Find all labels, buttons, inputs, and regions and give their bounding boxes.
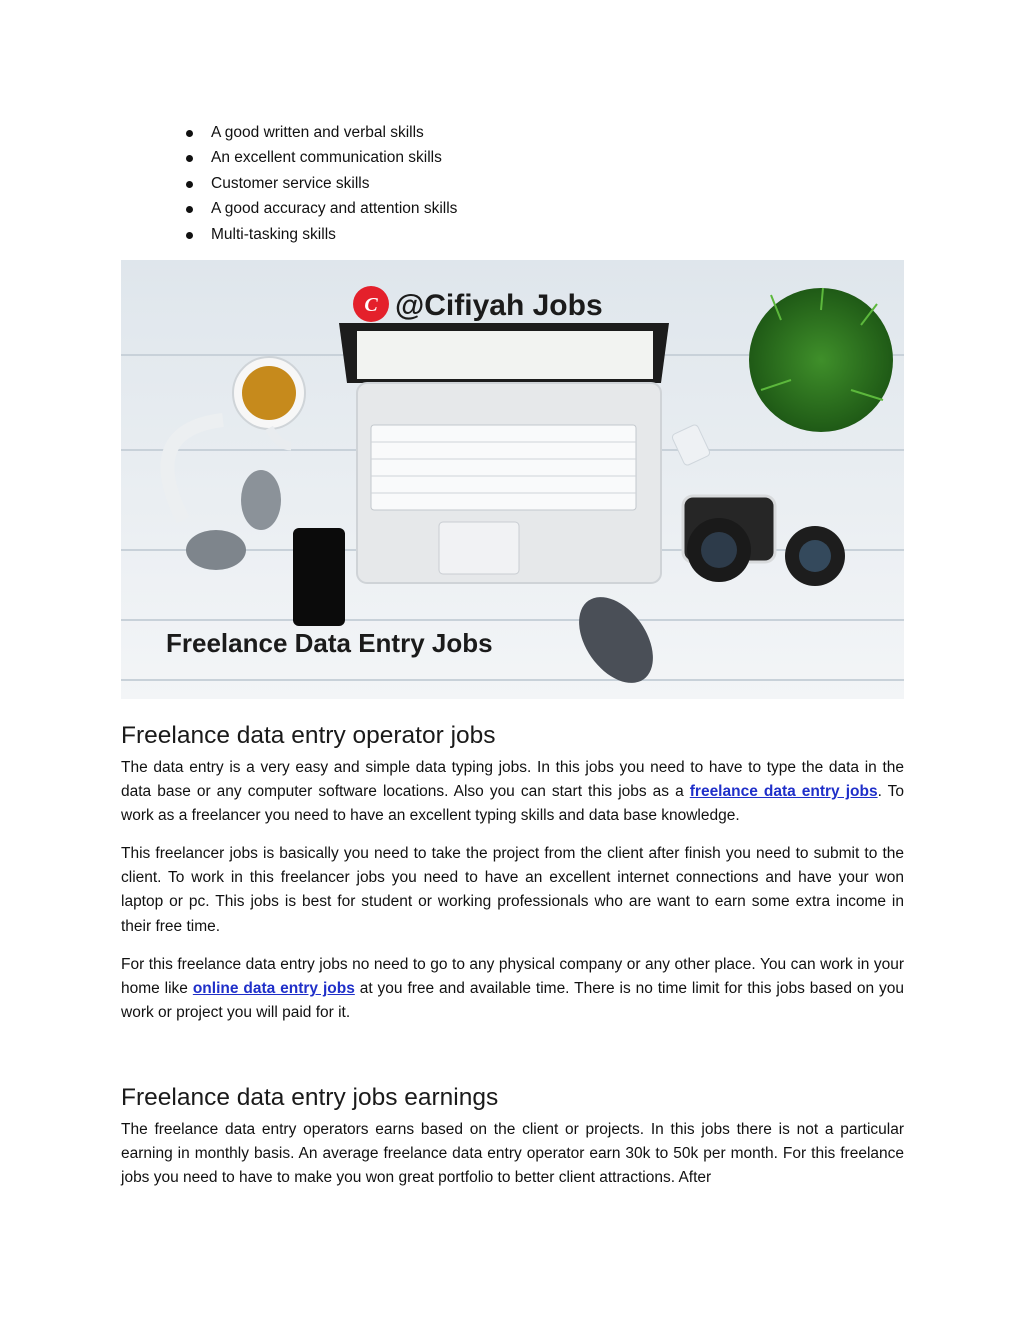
section-heading: Freelance data entry operator jobs [121, 722, 496, 749]
laptop-icon [339, 323, 669, 583]
section-heading: Freelance data entry jobs earnings [121, 1084, 499, 1111]
bullet-icon [186, 155, 193, 162]
paragraph: For this freelance data entry jobs no need to go to any physical company or any other place. You can work in your home like online data entry jobs at you free and available time. There is no time limit for this jobs based on you work or project you will paid for it. [121, 956, 904, 1022]
freelance-data-entry-jobs-link[interactable]: freelance data entry jobs [689, 783, 878, 801]
brand-logo-letter: C [364, 294, 378, 316]
plant-icon [749, 288, 893, 432]
brand-name: @Cifiyah Jobs [395, 289, 603, 322]
skills-list [121, 121, 457, 248]
lens-icon [785, 526, 845, 586]
list-item: A good accuracy and attention skills [121, 197, 457, 222]
online-data-entry-jobs-link[interactable]: online data entry jobs [192, 980, 355, 998]
paragraph: This freelancer jobs is basically you need to take the project from the client after finish you need to submit to the client. To work in this freelancer jobs you need to have an excellent internet connections and have your won laptop or pc. This jobs is best for student or working professionals who are want to earn some extra income in their free time. [121, 845, 904, 935]
bullet-icon [186, 181, 193, 188]
bullet-icon [186, 206, 193, 213]
paragraph: The freelance data entry operators earns based on the client or projects. In this jobs there is not a particular earning in monthly basis. An average freelance data entry operator earn 30k to 50k per month. For this freelance jobs you need to have to make you won great portfolio to better client attractions. After [121, 1121, 904, 1187]
list-item: Customer service skills [121, 172, 457, 197]
paragraph: The data entry is a very easy and simple data typing jobs. In this jobs you need to have to type the data in the data base or any computer software locations. Also you can start this jobs as a freelance data entry jobs. To work as a freelancer you need to have an excellent typing skills and data base knowledge. [121, 759, 905, 825]
bullet-icon [186, 232, 193, 239]
smartphone-icon [293, 528, 345, 626]
hero-image [121, 260, 904, 699]
hero-caption: Freelance Data Entry Jobs [166, 628, 493, 658]
list-item: An excellent communication skills [121, 146, 457, 171]
list-item: A good written and verbal skills [121, 121, 457, 146]
desk-illustration [121, 260, 904, 699]
list-item: Multi-tasking skills [121, 223, 457, 248]
bullet-icon [186, 130, 193, 137]
